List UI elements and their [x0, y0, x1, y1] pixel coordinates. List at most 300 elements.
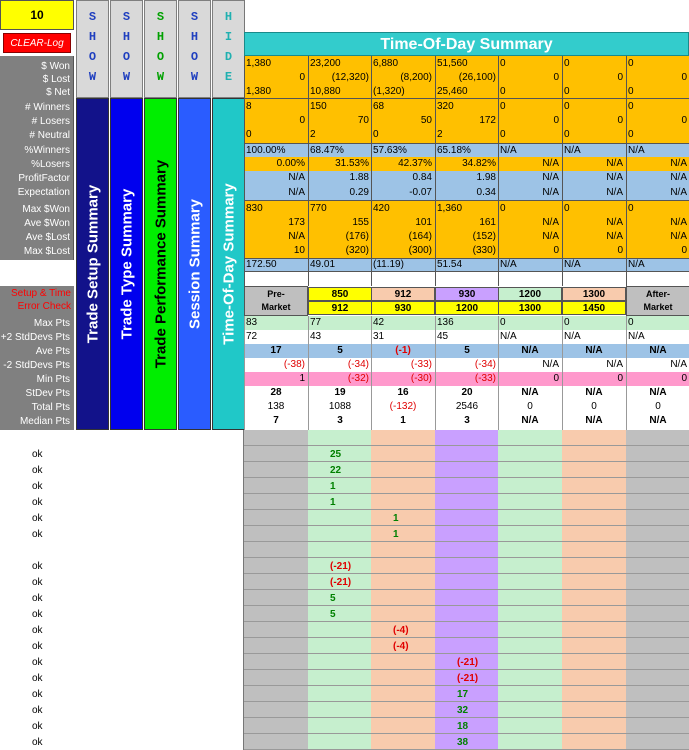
- log-value: (-21): [330, 577, 352, 588]
- value-cell: (330): [472, 245, 496, 256]
- time-header-bottom: 1200: [435, 301, 499, 315]
- pts-cell: N/A: [585, 415, 603, 426]
- pts-cell: 0: [564, 317, 570, 328]
- row-label: Max $Won: [22, 204, 70, 215]
- row-label: Ave Pts: [35, 346, 70, 357]
- value-cell: 0: [553, 245, 559, 256]
- value-cell: N/A: [606, 231, 623, 242]
- row-label: -2 StdDevs Pts: [3, 360, 70, 371]
- log-row-line: [244, 525, 689, 526]
- log-value: 17: [457, 689, 469, 700]
- pts-cell: N/A: [649, 345, 667, 356]
- value-cell: 0: [617, 115, 623, 126]
- log-status: ok: [32, 609, 43, 620]
- value-cell: 49.01: [310, 259, 336, 270]
- section-bar-label: Time-Of-Day Summary: [220, 183, 237, 345]
- toggle-letter: D: [224, 50, 233, 64]
- log-value: (-4): [393, 641, 409, 652]
- log-row-line: [244, 573, 689, 574]
- value-cell: 0: [246, 129, 252, 140]
- value-cell: (164): [408, 231, 432, 242]
- row-label: $ Won: [41, 61, 70, 72]
- pts-cell: 0: [591, 401, 597, 412]
- value-cell: 0: [564, 101, 570, 112]
- value-cell: 770: [310, 203, 327, 214]
- pts-cell: (-34): [347, 359, 369, 370]
- section-bar: [110, 98, 143, 430]
- toggle-letter: O: [122, 50, 131, 64]
- toggle-letter: S: [122, 10, 131, 24]
- value-cell: (1,320): [373, 86, 405, 97]
- value-cell: N/A: [564, 259, 581, 270]
- clear-log-button[interactable]: CLEAR-Log: [3, 33, 71, 53]
- log-status: ok: [32, 513, 43, 524]
- value-cell: 0: [628, 203, 634, 214]
- log-row-line: [244, 717, 689, 718]
- pts-cell: N/A: [606, 359, 623, 370]
- toggle-letter: W: [190, 70, 199, 84]
- value-cell: (152): [472, 231, 496, 242]
- row-label: %Losers: [31, 159, 70, 170]
- value-cell: 0: [500, 101, 506, 112]
- value-cell: 1,380: [246, 86, 272, 97]
- time-header-bottom: 1450: [562, 301, 626, 315]
- value-cell: 100.00%: [246, 145, 286, 156]
- value-cell: 2: [310, 129, 316, 140]
- log-row-line: [244, 605, 689, 606]
- toggle-letter: H: [122, 30, 131, 44]
- pts-cell: (-34): [474, 359, 496, 370]
- value-cell: 6,880: [373, 58, 399, 69]
- value-cell: 70: [357, 115, 369, 126]
- value-cell: 0: [299, 72, 305, 83]
- pts-cell: N/A: [521, 415, 539, 426]
- grid-line: [371, 316, 372, 430]
- toggle-button[interactable]: [110, 0, 143, 98]
- value-cell: 161: [479, 217, 496, 228]
- value-cell: N/A: [500, 259, 517, 270]
- log-row-line: [244, 733, 689, 734]
- pts-cell: 1: [299, 373, 305, 384]
- value-cell: N/A: [500, 145, 517, 156]
- value-cell: 0: [628, 86, 634, 97]
- time-header-bottom: 930: [371, 301, 435, 315]
- row-label: Total Pts: [31, 402, 70, 413]
- log-value: 1: [393, 513, 399, 524]
- toggle-letter: S: [156, 10, 165, 24]
- pts-cell: 7: [273, 415, 279, 426]
- log-column: [308, 430, 373, 750]
- pts-cell: N/A: [628, 331, 645, 342]
- log-value: 25: [330, 449, 342, 460]
- log-row-line: [244, 621, 689, 622]
- value-cell: 42.37%: [398, 158, 432, 169]
- value-cell: N/A: [606, 187, 623, 198]
- value-cell: 172.50: [246, 259, 277, 270]
- value-cell: 172: [479, 115, 496, 126]
- row-label: %Winners: [24, 145, 70, 156]
- pts-cell: N/A: [585, 387, 603, 398]
- value-cell: N/A: [628, 145, 645, 156]
- row-label: Min Pts: [36, 374, 70, 385]
- value-cell: 31.53%: [335, 158, 369, 169]
- value-cell: N/A: [670, 187, 687, 198]
- value-cell: 0: [628, 101, 634, 112]
- time-header-bottom: Market: [261, 302, 291, 312]
- log-status: ok: [32, 561, 43, 572]
- value-cell: 0: [564, 203, 570, 214]
- value-cell: N/A: [670, 158, 687, 169]
- toggle-letter: S: [190, 10, 199, 24]
- grid-line: [244, 316, 245, 430]
- value-cell: 0: [681, 245, 687, 256]
- row-label: # Neutral: [29, 130, 70, 141]
- toggle-button[interactable]: [212, 0, 245, 98]
- toggle-button[interactable]: [76, 0, 109, 98]
- pts-cell: 31: [373, 331, 385, 342]
- log-row-line: [244, 701, 689, 702]
- value-cell: N/A: [542, 158, 559, 169]
- row-label: Median Pts: [19, 416, 70, 427]
- value-cell: 0: [564, 58, 570, 69]
- row-label: Ave $/Trade: [16, 260, 70, 271]
- log-status: ok: [32, 641, 43, 652]
- grid-line: [244, 98, 689, 99]
- log-row-line: [244, 445, 689, 446]
- value-cell: (176): [345, 231, 369, 242]
- toggle-letter: H: [224, 10, 233, 24]
- toggle-button[interactable]: [178, 0, 211, 98]
- value-cell: 0: [617, 245, 623, 256]
- pts-cell: (-33): [474, 373, 496, 384]
- grid-line: [626, 316, 627, 430]
- toggle-letter: W: [122, 70, 131, 84]
- value-cell: N/A: [288, 187, 305, 198]
- value-cell: N/A: [564, 145, 581, 156]
- row-label: Max $Lost: [23, 246, 70, 257]
- section-bar: [144, 98, 177, 430]
- value-cell: 0.84: [412, 172, 432, 183]
- log-value: 5: [330, 593, 336, 604]
- value-cell: 57.63%: [373, 145, 407, 156]
- value-cell: 0: [617, 72, 623, 83]
- row-label: $ Net: [46, 87, 70, 98]
- log-value: 22: [330, 465, 342, 476]
- pts-cell: 0: [553, 373, 559, 384]
- value-cell: 320: [437, 101, 454, 112]
- time-header-bottom: 1300: [498, 301, 562, 315]
- log-row-line: [244, 653, 689, 654]
- log-status: ok: [32, 721, 43, 732]
- value-cell: 0: [553, 72, 559, 83]
- trade-count: 10: [0, 0, 74, 30]
- value-cell: 8: [246, 101, 252, 112]
- log-status: ok: [32, 465, 43, 476]
- log-row-line: [244, 541, 689, 542]
- log-column: [562, 430, 627, 750]
- log-status: ok: [32, 593, 43, 604]
- toggle-letter: I: [224, 30, 233, 44]
- value-cell: N/A: [542, 231, 559, 242]
- value-cell: 50: [420, 115, 432, 126]
- value-cell: 0: [500, 129, 506, 140]
- pts-cell: (-32): [347, 373, 369, 384]
- pts-cell: 0: [500, 317, 506, 328]
- value-cell: 1,360: [437, 203, 463, 214]
- value-cell: 0: [628, 129, 634, 140]
- log-status: ok: [32, 705, 43, 716]
- row-label: +2 StdDevs Pts: [0, 332, 70, 343]
- pts-cell: (-132): [389, 401, 417, 412]
- time-header-top: After-: [646, 289, 670, 299]
- value-cell: N/A: [288, 172, 305, 183]
- pts-cell: N/A: [670, 359, 687, 370]
- value-cell: 0: [500, 58, 506, 69]
- value-cell: 34.82%: [462, 158, 496, 169]
- pts-cell: 0: [617, 373, 623, 384]
- value-cell: 0: [564, 129, 570, 140]
- log-row-line: [244, 685, 689, 686]
- pts-cell: 28: [270, 387, 282, 398]
- value-cell: N/A: [628, 259, 645, 270]
- toggle-letter: O: [156, 50, 165, 64]
- toggle-letter: W: [88, 70, 97, 84]
- log-row-line: [244, 637, 689, 638]
- log-status: ok: [32, 737, 43, 748]
- log-column: [626, 430, 689, 750]
- value-cell: (11.19): [373, 259, 404, 270]
- log-column: [498, 430, 563, 750]
- value-cell: N/A: [670, 231, 687, 242]
- time-header-bottom: Market: [643, 302, 673, 312]
- value-cell: 0: [373, 129, 379, 140]
- value-cell: (8,200): [400, 72, 432, 83]
- pts-cell: 43: [310, 331, 322, 342]
- toggle-letter: H: [156, 30, 165, 44]
- value-cell: 51,560: [437, 58, 468, 69]
- toggle-letter: W: [156, 70, 165, 84]
- value-cell: N/A: [606, 158, 623, 169]
- toggle-letter: S: [88, 10, 97, 24]
- pts-cell: 0: [655, 401, 661, 412]
- pts-cell: (-30): [410, 373, 432, 384]
- value-cell: 0.34: [476, 187, 496, 198]
- value-cell: 0.29: [349, 187, 369, 198]
- value-cell: 0: [681, 72, 687, 83]
- log-status: ok: [32, 481, 43, 492]
- value-cell: 1.98: [476, 172, 496, 183]
- log-status: ok: [32, 689, 43, 700]
- row-label: $ Lost: [42, 74, 70, 85]
- log-column: [244, 430, 309, 750]
- setup-time-label: Setup & Time: [10, 288, 71, 299]
- log-row-line: [244, 477, 689, 478]
- value-cell: N/A: [288, 231, 305, 242]
- value-cell: 10: [293, 245, 305, 256]
- value-cell: 101: [415, 217, 432, 228]
- value-cell: 155: [352, 217, 369, 228]
- grid-line: [244, 200, 689, 201]
- pts-cell: (-38): [283, 359, 305, 370]
- pts-cell: N/A: [521, 387, 539, 398]
- log-row-line: [244, 493, 689, 494]
- value-cell: 23,200: [310, 58, 341, 69]
- section-bar: [212, 98, 245, 430]
- pts-cell: 83: [246, 317, 258, 328]
- pts-cell: 0: [628, 317, 634, 328]
- log-value: 5: [330, 609, 336, 620]
- pts-cell: N/A: [542, 359, 559, 370]
- log-value: 32: [457, 705, 469, 716]
- time-header-top: 1200: [498, 287, 562, 301]
- log-value: 18: [457, 721, 469, 732]
- toggle-letter: H: [88, 30, 97, 44]
- log-value: (-21): [330, 561, 352, 572]
- grid-line: [244, 143, 689, 144]
- pts-cell: N/A: [521, 345, 539, 356]
- pts-cell: N/A: [649, 415, 667, 426]
- value-cell: 0: [681, 115, 687, 126]
- pts-cell: 138: [267, 401, 285, 412]
- pts-cell: 5: [464, 345, 470, 356]
- value-cell: N/A: [670, 172, 687, 183]
- value-cell: (26,100): [458, 72, 496, 83]
- grid-line: [562, 316, 563, 430]
- grid-line: [244, 271, 689, 272]
- grid-line: [435, 316, 436, 430]
- row-label: # Losers: [31, 116, 70, 127]
- row-label: Max Pts: [33, 318, 70, 329]
- value-cell: N/A: [542, 217, 559, 228]
- log-value: (-21): [457, 673, 479, 684]
- summary-title: Time-Of-Day Summary: [244, 32, 689, 56]
- pts-cell: 20: [461, 387, 473, 398]
- pts-cell: 136: [437, 317, 454, 328]
- time-header-top: 1300: [562, 287, 626, 301]
- time-header-top: 930: [435, 287, 499, 301]
- log-status: ok: [32, 673, 43, 684]
- section-bar-label: Trade Setup Summary: [84, 184, 101, 344]
- value-cell: 68.47%: [310, 145, 344, 156]
- log-status: ok: [32, 529, 43, 540]
- pts-cell: 0: [681, 373, 687, 384]
- value-cell: 150: [310, 101, 327, 112]
- pts-cell: 72: [246, 331, 258, 342]
- pts-cell: 19: [334, 387, 346, 398]
- log-row-line: [244, 669, 689, 670]
- pts-cell: 17: [270, 345, 282, 356]
- log-row-line: [244, 509, 689, 510]
- row-label: Expectation: [17, 187, 70, 198]
- pts-cell: 0: [527, 401, 533, 412]
- value-cell: N/A: [606, 217, 623, 228]
- value-cell: 0: [553, 115, 559, 126]
- log-status: ok: [32, 497, 43, 508]
- grid-line: [498, 316, 499, 430]
- value-cell: 25,460: [437, 86, 468, 97]
- time-header-top: 850: [308, 287, 372, 301]
- pts-cell: 16: [397, 387, 409, 398]
- value-cell: 0: [628, 58, 634, 69]
- pts-cell: N/A: [585, 345, 603, 356]
- pts-cell: N/A: [649, 387, 667, 398]
- value-cell: (320): [345, 245, 369, 256]
- value-cell: 1.88: [349, 172, 369, 183]
- log-row-line: [244, 589, 689, 590]
- log-row-line: [244, 557, 689, 558]
- value-cell: 420: [373, 203, 390, 214]
- value-cell: 0: [500, 86, 506, 97]
- log-column: [435, 430, 500, 750]
- value-cell: N/A: [542, 172, 559, 183]
- pts-cell: 3: [464, 415, 470, 426]
- pts-cell: (-1): [395, 345, 411, 356]
- value-cell: N/A: [670, 217, 687, 228]
- log-status-column: [0, 430, 244, 750]
- value-cell: 2: [437, 129, 443, 140]
- row-label: Ave $Won: [24, 218, 70, 229]
- row-label: Ave $Lost: [25, 232, 70, 243]
- pts-cell: 3: [337, 415, 343, 426]
- value-cell: -0.07: [409, 187, 432, 198]
- row-label: # Winners: [24, 102, 70, 113]
- value-cell: (300): [408, 245, 432, 256]
- value-cell: 51.54: [437, 259, 463, 270]
- time-header-bottom: 912: [308, 301, 372, 315]
- pts-cell: N/A: [564, 331, 581, 342]
- value-cell: N/A: [606, 172, 623, 183]
- section-bar: [178, 98, 211, 430]
- error-check-label: Error Check: [17, 301, 71, 312]
- time-header-top: Pre-: [267, 289, 285, 299]
- log-status: ok: [32, 577, 43, 588]
- value-cell: 0: [564, 86, 570, 97]
- value-cell: N/A: [542, 187, 559, 198]
- row-label: StDev Pts: [25, 388, 70, 399]
- log-value: (-21): [457, 657, 479, 668]
- toggle-letter: O: [88, 50, 97, 64]
- pts-cell: 42: [373, 317, 385, 328]
- log-row-line: [244, 461, 689, 462]
- pts-cell: 5: [337, 345, 343, 356]
- pts-cell: 45: [437, 331, 449, 342]
- time-header-top: 912: [371, 287, 435, 301]
- row-label: ProfitFactor: [18, 173, 70, 184]
- section-bar-label: Trade Type Summary: [118, 188, 135, 340]
- toggle-letter: E: [224, 70, 233, 84]
- pts-cell: N/A: [500, 331, 517, 342]
- section-bar: [76, 98, 109, 430]
- value-cell: 1,380: [246, 58, 272, 69]
- value-cell: 65.18%: [437, 145, 471, 156]
- value-cell: 0.00%: [276, 158, 305, 169]
- toggle-letter: H: [190, 30, 199, 44]
- pts-cell: 1088: [328, 401, 352, 412]
- log-value: 1: [330, 481, 336, 492]
- log-value: (-4): [393, 625, 409, 636]
- toggle-letter: O: [190, 50, 199, 64]
- value-cell: 10,880: [310, 86, 341, 97]
- section-bar-label: Session Summary: [186, 198, 203, 330]
- log-status: ok: [32, 449, 43, 460]
- pts-cell: 77: [310, 317, 322, 328]
- value-cell: 173: [288, 217, 305, 228]
- toggle-button[interactable]: [144, 0, 177, 98]
- pts-cell: 1: [400, 415, 406, 426]
- grid-line: [308, 316, 309, 430]
- pts-cell: (-33): [410, 359, 432, 370]
- top-blank-area: [244, 0, 689, 32]
